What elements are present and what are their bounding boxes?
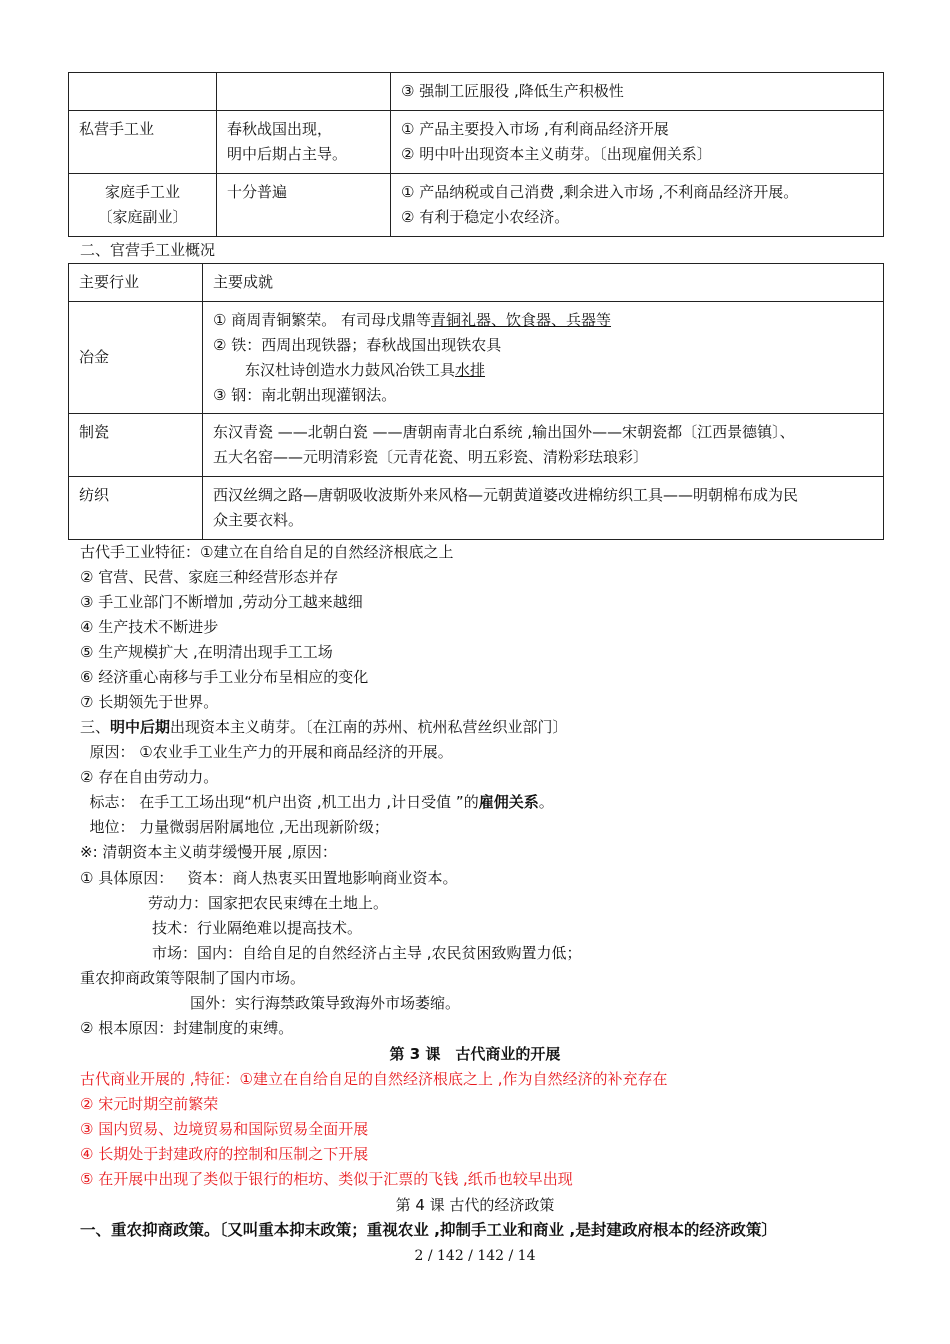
- lesson-title: 第 3 课 古代商业的开展: [389, 1045, 561, 1063]
- table-cell: [69, 264, 203, 302]
- industry-label: 冶金: [79, 348, 110, 366]
- table-header-row: [69, 264, 884, 302]
- cell-text: ① 产品主要投入市场 ,有利商品经济开展: [401, 120, 669, 138]
- note-line: ※: 清朝资本主义萌芽缓慢开展 ,原因：: [80, 843, 337, 861]
- table-cell: [69, 414, 203, 477]
- table-cell: [69, 302, 203, 414]
- reason-line: 原因： ①农业手工业生产力的开展和商品经济的开展。: [80, 743, 453, 761]
- table-cell: [217, 73, 391, 111]
- text-run: ① 商周青铜繁荣。 有司母戊鼎等: [213, 311, 431, 329]
- cause-line: 技术：行业隔绝难以提高技术。: [152, 919, 363, 937]
- table-cell: [69, 111, 217, 174]
- cause-line: 重农抑商政策等限制了国内市场。: [80, 969, 306, 987]
- table-cell: [69, 477, 203, 540]
- cause-line: ② 根本原因：封建制度的束缚。: [80, 1019, 294, 1037]
- cell-text: 〔家庭副业〕: [97, 208, 188, 226]
- text-run: 出现资本主义萌芽。〔在江南的苏州、杭州私营丝织业部门〕: [170, 718, 568, 736]
- feature-line: ⑦ 长期领先于世界。: [80, 693, 219, 711]
- red-line: ⑤ 在开展中出现了类似于银行的柜坊、类似于汇票的飞钱 ,纸币也较早出现: [80, 1170, 573, 1188]
- section-heading: 二、官营手工业概况: [80, 241, 216, 259]
- table-cell: [203, 477, 884, 540]
- cell-text: 东汉青瓷 ——北朝白瓷 ——唐朝南青北白系统 ,输出国外——宋朝瓷都〔江西景德镇〕、: [213, 423, 795, 441]
- table-row: [69, 111, 884, 174]
- sign-line: [80, 790, 554, 815]
- table-cell: [217, 174, 391, 237]
- policy-heading: 一、重农抑商政策。〔又叫重本抑末政策；重视农业 ,抑制手工业和商业 ,是封建政府根本的经济政策〕: [80, 1221, 777, 1239]
- table-cell: [203, 414, 884, 477]
- reason-line: ② 存在自由劳动力。: [80, 768, 219, 786]
- underlined-text: 水排: [455, 361, 486, 379]
- industry-label: 纺织: [79, 486, 110, 504]
- column-header: 主要行业: [79, 273, 140, 291]
- table-cell: [203, 264, 884, 302]
- column-header: 主要成就: [213, 273, 274, 291]
- table-row: [69, 174, 884, 237]
- feature-line: 古代手工业特征：①建立在自给自足的自然经济根底之上: [80, 543, 454, 561]
- table-row: [69, 302, 884, 414]
- table-cell: [217, 111, 391, 174]
- table-cell: [391, 174, 884, 237]
- underlined-text: 青铜礼器、饮食器、兵器等: [431, 311, 612, 329]
- text-run: 东汉杜诗创造水力鼓风冶铁工具: [245, 361, 456, 379]
- industry-label: 制瓷: [79, 423, 110, 441]
- table-cell: [391, 111, 884, 174]
- handicraft-types-table: [68, 72, 884, 237]
- table-cell: [391, 73, 884, 111]
- feature-line: ④ 生产技术不断进步: [80, 618, 219, 636]
- section-heading: [80, 715, 568, 740]
- table-cell: [69, 73, 217, 111]
- cell-text: [213, 308, 873, 333]
- table-row: [69, 414, 884, 477]
- feature-line: ② 官营、民营、家庭三种经营形态并存: [80, 568, 339, 586]
- feature-line: ⑤ 生产规模扩大 ,在明清出现手工工场: [80, 643, 333, 661]
- page-footer: 2 / 142 / 142 / 14: [414, 1248, 536, 1264]
- text-run: 标志： 在手工工场出现“机户出资 ,机工出力 ,计日受值 ”的: [80, 793, 479, 811]
- text-run: 。: [538, 793, 554, 811]
- red-line: 古代商业开展的 ,特征：①建立在自给自足的自然经济根底之上 ,作为自然经济的补充存在: [80, 1070, 668, 1088]
- table-row: [69, 73, 884, 111]
- row-name-household: 家庭手工业: [104, 183, 180, 201]
- cell-text: 春秋战国出现，: [227, 120, 333, 138]
- table-row: [69, 477, 884, 540]
- cell-text: 明中后期占主导。: [227, 145, 348, 163]
- cell-text: ② 铁：西周出现铁器；春秋战国出现铁农具: [213, 336, 502, 354]
- cause-line: 国外：实行海禁政策导致海外市场萎缩。: [190, 994, 461, 1012]
- cell-text: 十分普遍: [227, 183, 288, 201]
- cell-text: ③ 钢：南北朝出现灌钢法。: [213, 386, 397, 404]
- cell-text: ② 明中叶出现资本主义萌芽。〔出现雇佣关系〕: [401, 145, 712, 163]
- cell-text: 西汉丝绸之路—唐朝吸收波斯外来风格—元朝黄道婆改进棉纺织工具——明朝棉布成为民: [213, 486, 799, 504]
- cell-text: [213, 358, 873, 383]
- lesson-title: 第 4 课 古代的经济政策: [395, 1196, 555, 1214]
- bold-text: 雇佣关系: [478, 793, 539, 811]
- table-cell: [69, 174, 217, 237]
- official-handicraft-table: [68, 263, 884, 540]
- cell-text: 五大名窑——元明清彩瓷〔元青花瓷、明五彩瓷、清粉彩珐琅彩〕: [213, 448, 649, 466]
- cell-text: ② 有利于稳定小农经济。: [401, 208, 570, 226]
- cause-line: ① 具体原因： 资本：商人热衷买田置地影响商业资本。: [80, 869, 458, 887]
- feature-line: ⑥ 经济重心南移与手工业分布呈相应的变化: [80, 668, 369, 686]
- table-cell: [203, 302, 884, 414]
- feature-line: ③ 手工业部门不断增加 ,劳动分工越来越细: [80, 593, 363, 611]
- cell-text: 众主要衣料。: [213, 511, 304, 529]
- cause-line: 市场：国内：自给自足的自然经济占主导 ,农民贫困致购置力低；: [152, 944, 582, 962]
- row-name-private: 私营手工业: [79, 120, 155, 138]
- status-line: 地位： 力量微弱居附属地位 ,无出现新阶级；: [80, 818, 389, 836]
- bold-text: 明中后期: [110, 718, 171, 736]
- red-line: ② 宋元时期空前繁荣: [80, 1095, 219, 1113]
- cause-line: 劳动力：国家把农民束缚在土地上。: [148, 894, 389, 912]
- cell-text: ① 产品纳税或自己消费 ,剩余进入市场 ,不利商品经济开展。: [401, 183, 799, 201]
- red-line: ④ 长期处于封建政府的控制和压制之下开展: [80, 1145, 369, 1163]
- red-line: ③ 国内贸易、边境贸易和国际贸易全面开展: [80, 1120, 369, 1138]
- text-run: 三、: [80, 718, 111, 736]
- cell-text: ③ 强制工匠服役 ,降低生产积极性: [401, 82, 624, 100]
